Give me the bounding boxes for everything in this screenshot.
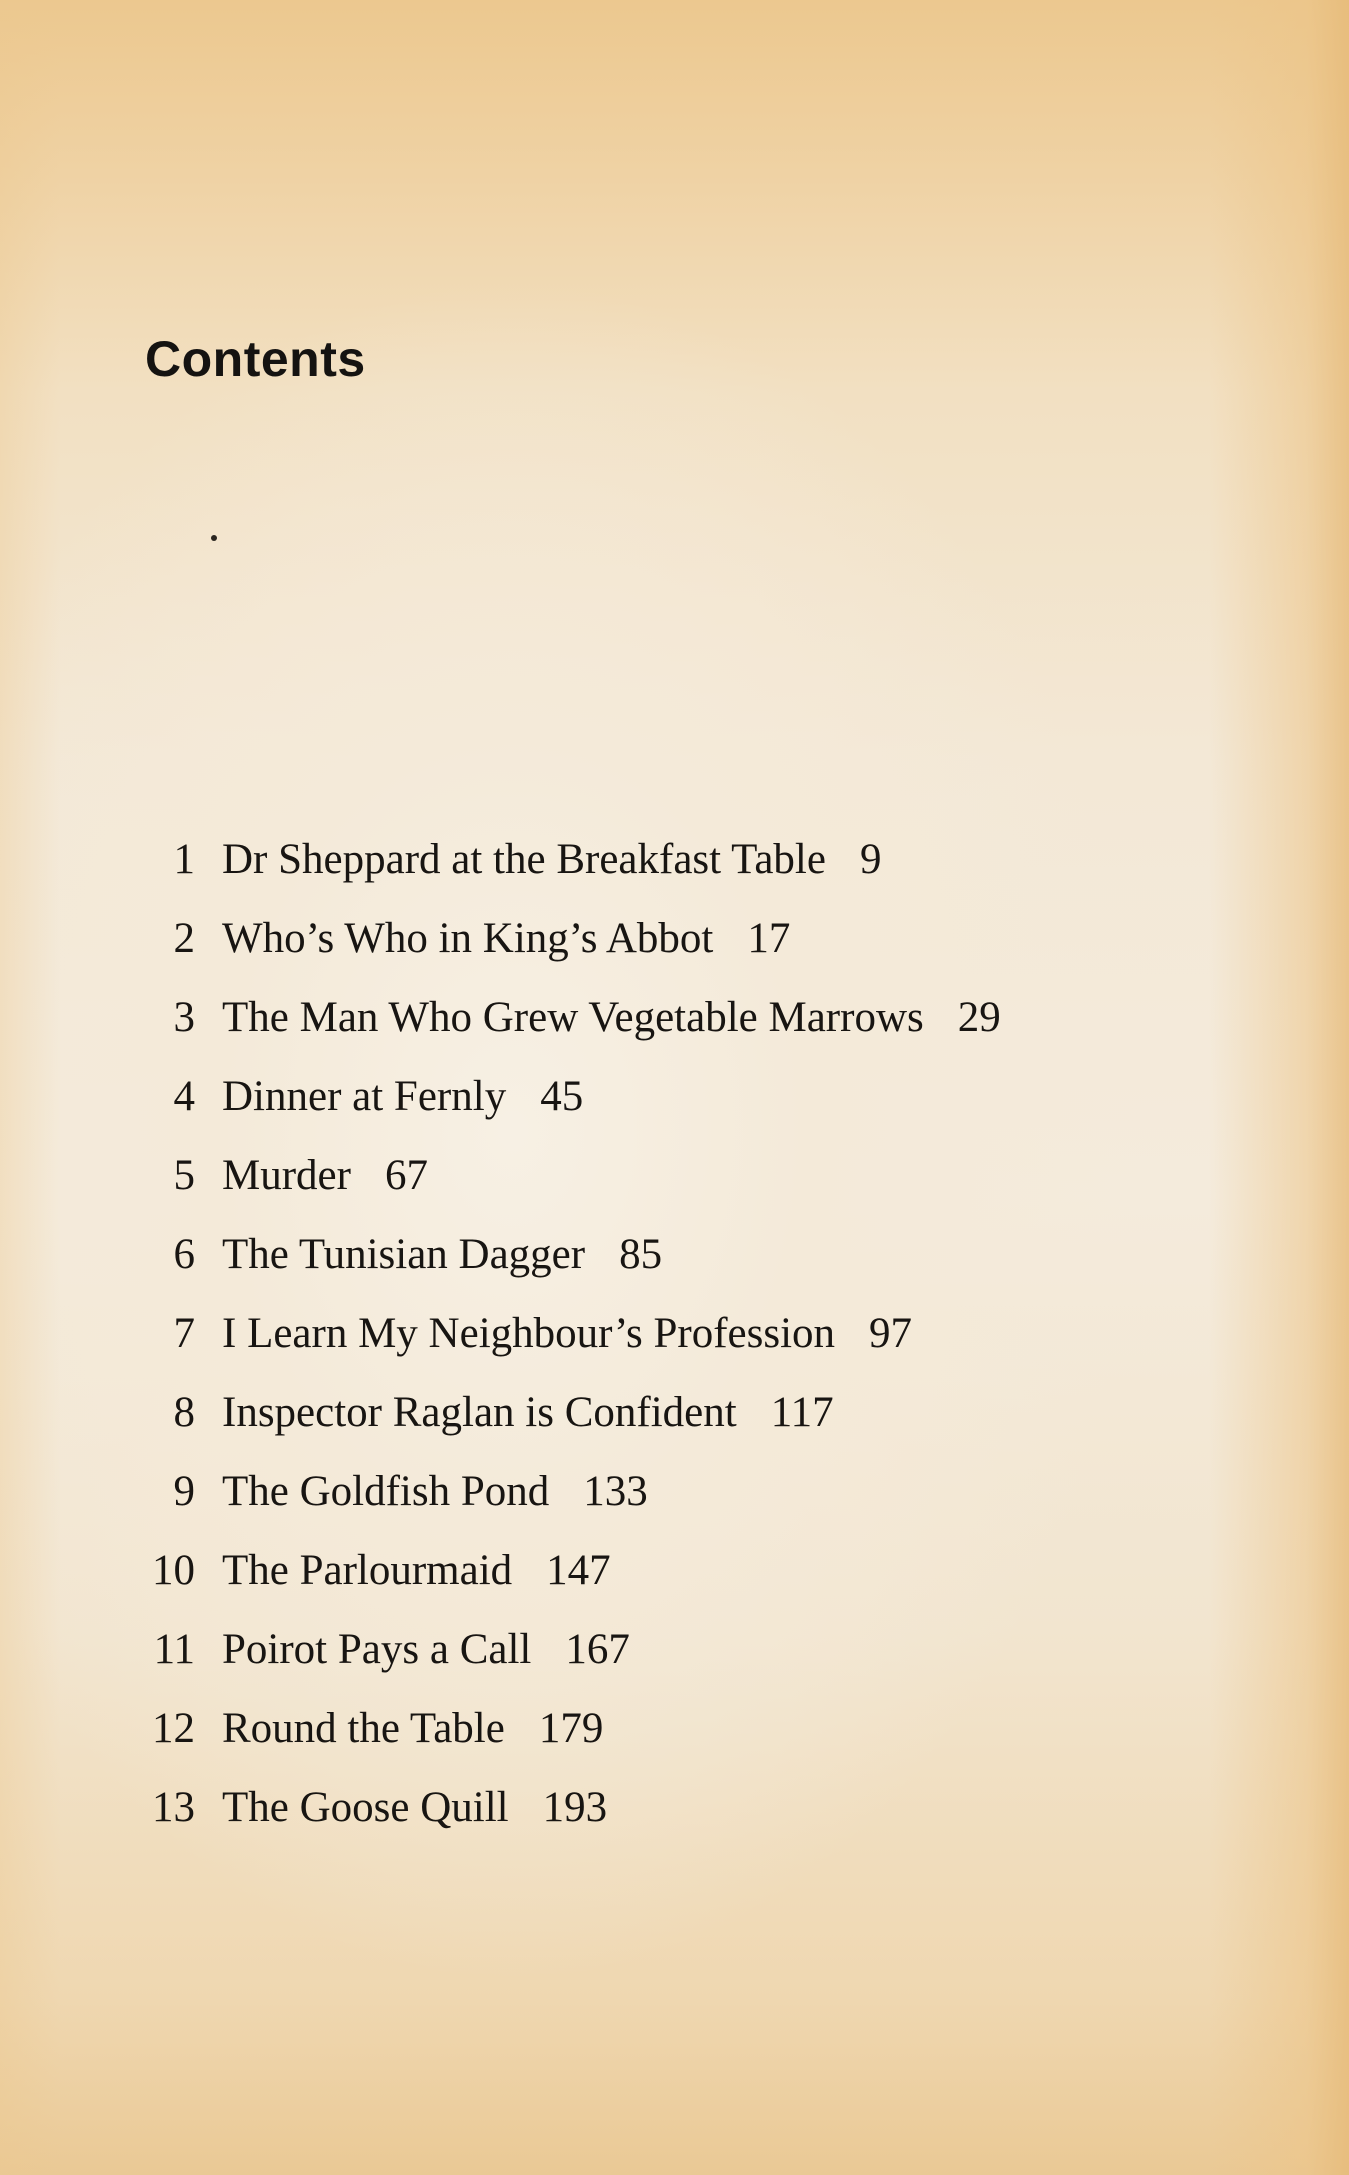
- chapter-page: 45: [540, 1073, 584, 1120]
- chapter-number: 1: [173, 836, 195, 883]
- chapter-number: 9: [173, 1468, 195, 1515]
- chapter-title: The Goose Quill: [222, 1784, 509, 1831]
- chapter-number: 8: [173, 1389, 195, 1436]
- chapter-title: Dr Sheppard at the Breakfast Table: [222, 836, 826, 883]
- chapter-number: 10: [152, 1547, 195, 1594]
- chapter-number: 7: [173, 1310, 195, 1357]
- chapter-title: The Tunisian Dagger: [222, 1231, 586, 1278]
- chapter-number: 4: [173, 1073, 195, 1120]
- chapter-page: 9: [859, 836, 882, 883]
- chapter-page: 29: [957, 994, 1001, 1041]
- chapter-page: 133: [583, 1468, 648, 1515]
- chapter-page: 67: [384, 1152, 428, 1199]
- chapter-title: Who’s Who in King’s Abbot: [222, 915, 714, 962]
- chapter-page: 17: [747, 915, 791, 962]
- chapter-title: Round the Table: [222, 1705, 505, 1752]
- page-title: Contents: [145, 331, 366, 387]
- chapter-page: 117: [770, 1389, 834, 1436]
- chapter-number: 3: [173, 994, 195, 1041]
- chapter-title: Dinner at Fernly: [222, 1073, 507, 1120]
- chapter-page: 85: [619, 1231, 663, 1278]
- chapter-number: 5: [173, 1152, 195, 1199]
- chapter-number: 2: [173, 915, 195, 962]
- chapter-page: 97: [869, 1310, 913, 1357]
- ink-speck: [211, 535, 217, 541]
- chapter-number: 11: [153, 1626, 195, 1673]
- chapter-title: Poirot Pays a Call: [222, 1626, 532, 1673]
- chapter-page: 179: [538, 1705, 604, 1752]
- chapter-number: 6: [173, 1231, 195, 1278]
- chapter-title: The Man Who Grew Vegetable Marrows: [222, 994, 924, 1041]
- chapter-number: 13: [152, 1784, 195, 1831]
- chapter-title: I Learn My Neighbour’s Profession: [222, 1310, 836, 1357]
- paper-shadow-left: [0, 0, 60, 2175]
- chapter-title: Inspector Raglan is Confident: [222, 1389, 737, 1436]
- chapter-page: 193: [542, 1784, 608, 1831]
- chapter-page: 147: [546, 1547, 611, 1594]
- chapter-page: 167: [565, 1626, 630, 1673]
- chapter-title: Murder: [222, 1152, 351, 1199]
- paper-shadow-right: [1209, 0, 1349, 2175]
- chapter-number: 12: [152, 1705, 195, 1752]
- chapter-title: The Parlourmaid: [222, 1547, 513, 1594]
- chapter-title: The Goldfish Pond: [222, 1468, 550, 1515]
